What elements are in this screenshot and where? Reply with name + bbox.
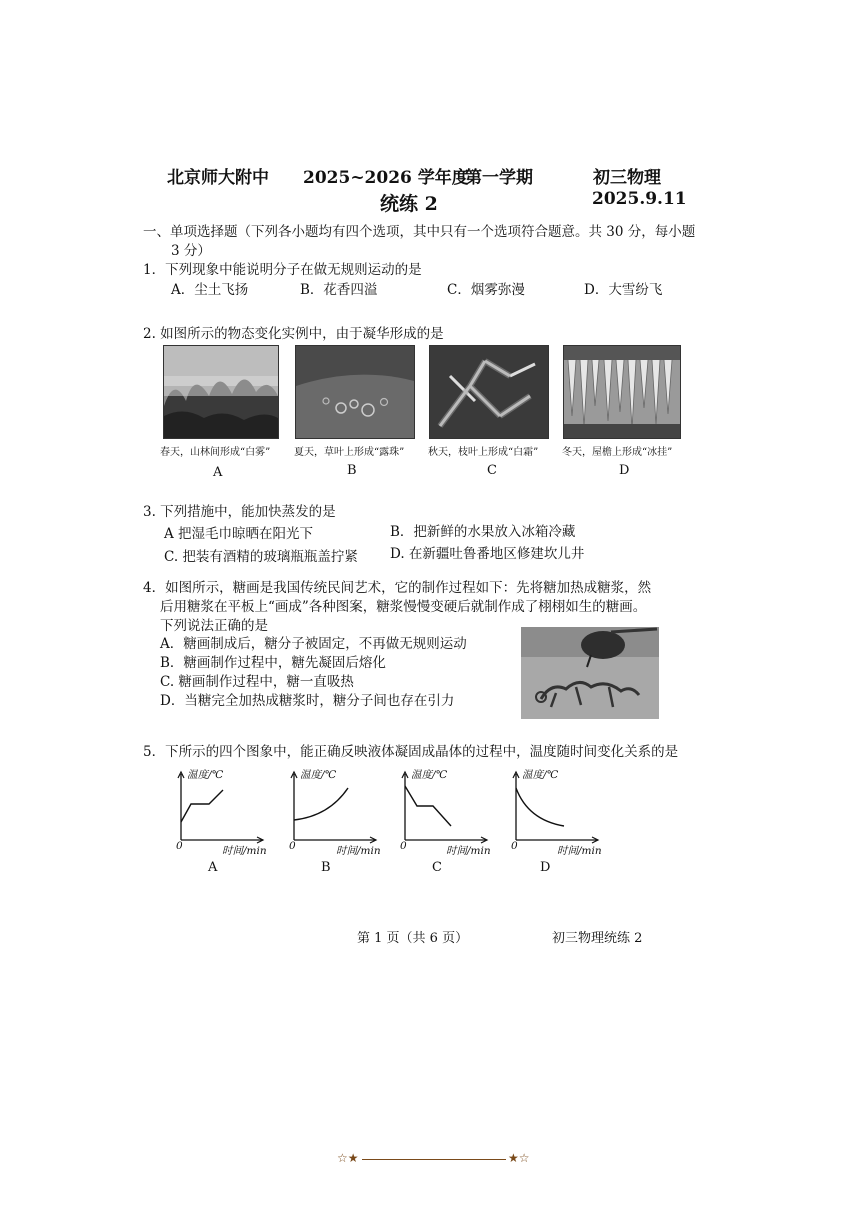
q4-stem-line2: 后用糖浆在平板上“画成”各种图案，糖浆慢慢变硬后就制作成了栩栩如生的糖画。	[160, 599, 647, 615]
q2-stem: 2. 如图所示的物态变化实例中，由于凝华形成的是	[143, 326, 444, 342]
q4-option-c: C. 糖画制作过程中，糖一直吸热	[160, 674, 354, 690]
q3-option-b: B．把新鲜的水果放入冰箱冷藏	[390, 524, 576, 540]
graph-d-ylabel: 温度/℃	[522, 769, 559, 781]
graph-a-curve	[181, 790, 223, 822]
q3-stem: 3. 下列措施中，能加快蒸发的是	[143, 504, 336, 520]
q1-option-a: A．尘土飞扬	[171, 282, 249, 298]
graph-a-origin: 0	[176, 840, 183, 852]
caption-a: 春天，山林间形成“白雾”	[160, 447, 271, 458]
graph-c-xlabel: 时间/min	[446, 845, 491, 857]
q1-option-b: B．花香四溢	[300, 282, 378, 298]
q1-option-c: C．烟雾弥漫	[447, 282, 525, 298]
section-title: 一、单项选择题（下列各小题均有四个选项，其中只有一个选项符合题意。共 30 分，每小题	[143, 224, 696, 240]
caption-d: 冬天，屋檐上形成“冰挂”	[562, 447, 673, 458]
graph-a-xlabel: 时间/min	[222, 845, 267, 857]
q3-option-d: D. 在新疆吐鲁番地区修建坎儿井	[390, 546, 585, 562]
q4-option-b: B．糖画制作过程中，糖先凝固后熔化	[160, 655, 386, 671]
school-year: 2025~2026 学年度	[303, 168, 469, 188]
page-number: 第 1 页（共 6 页）	[357, 931, 469, 946]
graph-c-curve	[405, 786, 451, 826]
q5-stem: 5．下所示的四个图象中，能正确反映液体凝固成晶体的过程中，温度随时间变化关系的是	[143, 744, 679, 760]
q3-option-c: C. 把装有酒精的玻璃瓶瓶盖拧紧	[164, 549, 358, 565]
graph-label-d: D	[540, 860, 551, 875]
graph-label-a: A	[208, 860, 218, 875]
photo-dew	[295, 345, 415, 439]
subject: 初三物理	[593, 168, 661, 188]
section-title-cont: 3 分）	[171, 243, 211, 259]
graph-label-b: B	[321, 860, 331, 875]
photo-label-c: C	[487, 463, 497, 478]
deco-stars-left: ☆★	[337, 1151, 359, 1165]
exam-title: 统练 2	[380, 193, 438, 215]
photo-frost	[429, 345, 549, 439]
q1-stem: 1．下列现象中能说明分子在做无规则运动的是	[143, 262, 422, 278]
photo-icicles	[563, 345, 681, 439]
photo-label-d: D	[619, 463, 630, 478]
graph-c-origin: 0	[400, 840, 407, 852]
graph-d-xlabel: 时间/min	[557, 845, 602, 857]
graph-b-xlabel: 时间/min	[336, 845, 381, 857]
q4-stem-line3: 下列说法正确的是	[160, 618, 268, 634]
school-name: 北京师大附中	[167, 168, 269, 188]
photo-sugar-painting	[521, 627, 659, 719]
graph-label-c: C	[432, 860, 442, 875]
q4-stem-line1: 4．如图所示，糖画是我国传统民间艺术，它的制作过程如下：先将糖加热成糖浆，然	[143, 580, 652, 596]
q1-option-d: D．大雪纷飞	[584, 282, 663, 298]
deco-line	[362, 1159, 506, 1160]
deco-stars-right: ★☆	[508, 1151, 530, 1165]
photo-label-a: A	[213, 465, 223, 480]
q4-option-d: D．当糖完全加热成糖浆时，糖分子间也存在引力	[160, 693, 455, 709]
footer-subject: 初三物理统练 2	[552, 931, 643, 946]
caption-c: 秋天，枝叶上形成“白霜”	[428, 447, 539, 458]
caption-b: 夏天，草叶上形成“露珠”	[294, 447, 405, 458]
exam-date: 2025.9.11	[592, 189, 687, 209]
term: 第一学期	[465, 168, 533, 188]
graph-b-ylabel: 温度/℃	[300, 769, 337, 781]
graph-b-curve	[294, 788, 348, 820]
q3-option-a: A 把湿毛巾晾晒在阳光下	[164, 526, 314, 542]
graph-d-origin: 0	[511, 840, 518, 852]
q4-option-a: A．糖画制成后，糖分子被固定，不再做无规则运动	[160, 636, 467, 652]
photo-fog	[163, 345, 279, 439]
graph-c-ylabel: 温度/℃	[411, 769, 448, 781]
graph-d-curve	[516, 788, 564, 826]
photo-label-b: B	[347, 463, 357, 478]
graph-b-origin: 0	[289, 840, 296, 852]
graph-a-ylabel: 温度/℃	[187, 769, 224, 781]
